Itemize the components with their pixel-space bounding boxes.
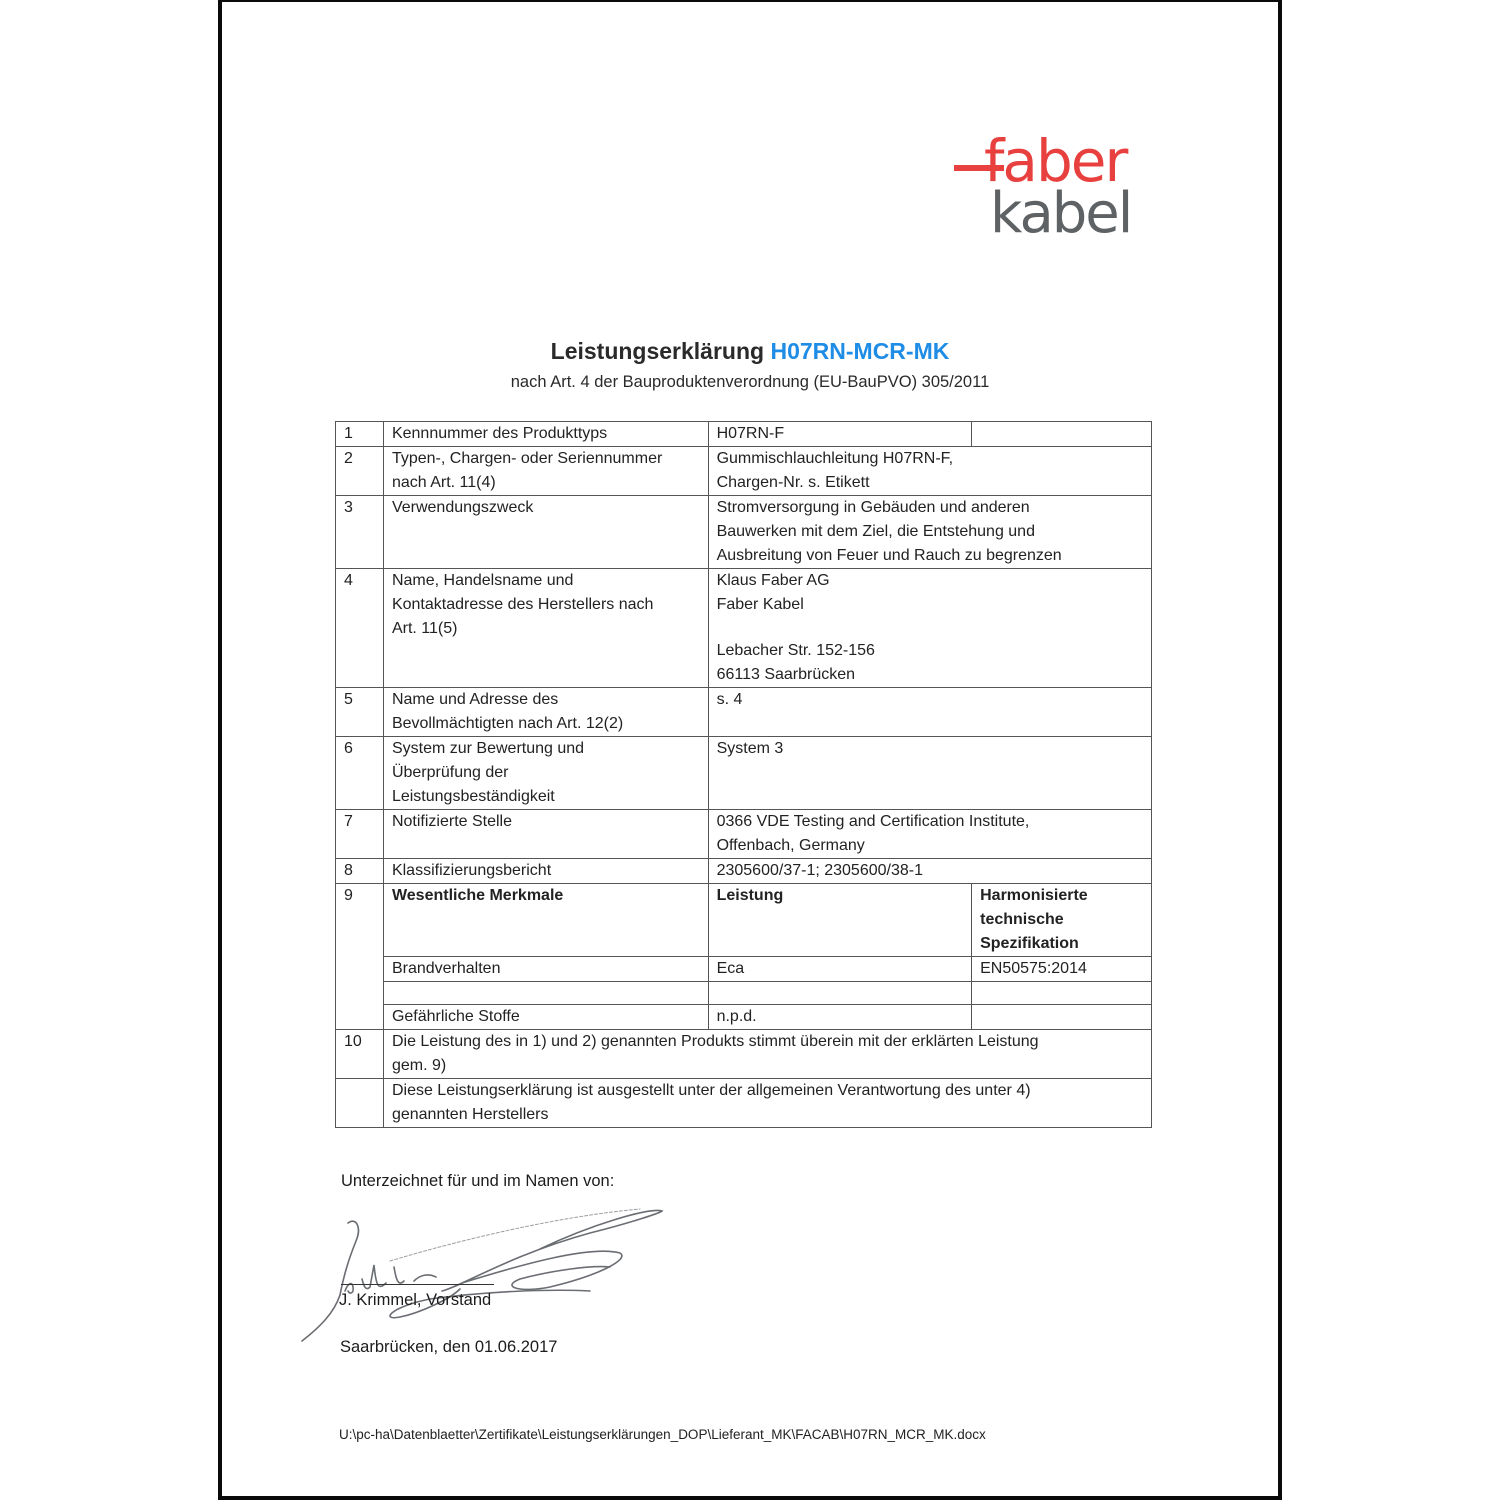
- table-row-characteristic: [336, 957, 1152, 982]
- row-number: 10: [336, 1030, 384, 1079]
- value-line: Stromversorgung in Gebäuden und anderen: [716, 499, 1030, 516]
- row-number: 8: [336, 859, 384, 884]
- value-line: Offenbach, Germany: [716, 837, 865, 854]
- row-statement: [383, 1079, 1151, 1128]
- row-label: Notifizierte Stelle: [383, 810, 708, 859]
- value-line: 0366 VDE Testing and Certification Institute,: [716, 813, 1030, 830]
- row-label: [383, 688, 708, 737]
- value-line: Faber Kabel: [716, 596, 804, 613]
- leistung-cell: [708, 982, 972, 1005]
- label-line: Überprüfung der: [391, 764, 509, 781]
- table-row: [336, 1030, 1152, 1079]
- signature-line: [341, 1284, 494, 1285]
- header-line: Spezifikation: [980, 935, 1079, 952]
- label-line: Name, Handelsname und: [391, 572, 574, 589]
- row-number: 1: [336, 422, 384, 447]
- value-line: Klaus Faber AG: [716, 572, 830, 589]
- value-line: 66113 Saarbrücken: [716, 666, 856, 683]
- label-line: Typen-, Chargen- oder Seriennummer: [391, 450, 663, 467]
- value-line: Gummischlauchleitung H07RN-F,: [716, 450, 954, 467]
- header-leistung: Leistung: [708, 884, 972, 957]
- row-value: [708, 810, 1151, 859]
- row-value: [708, 447, 1151, 496]
- label-line: Kontaktadresse des Herstellers nach: [391, 596, 654, 613]
- row-value: H07RN-F: [708, 422, 972, 447]
- row-number: 6: [336, 737, 384, 810]
- statement-line: gem. 9): [391, 1057, 447, 1074]
- faber-kabel-logo: [952, 127, 1162, 250]
- row-number: 7: [336, 810, 384, 859]
- document-title: [0, 338, 1500, 365]
- document-subtitle: nach Art. 4 der Bauproduktenverordnung (EU-BauPVO) 305/2011: [510, 373, 990, 391]
- table-row-characteristics-header: [336, 884, 1152, 957]
- logo-kabel-text: kabel: [990, 181, 1132, 246]
- label-line: Leistungsbeständigkeit: [391, 788, 555, 805]
- document-file-path: U:\pc-ha\Datenblaetter\Zertifikate\Leistungserklärungen_DOP\Lieferant_MK\FACAB\H07RN_MCR_MK.docx: [339, 1427, 986, 1442]
- label-line: Name und Adresse des: [391, 691, 559, 708]
- table-row: [336, 569, 1152, 688]
- row-label: Verwendungszweck: [383, 496, 708, 569]
- header-merkmale: Wesentliche Merkmale: [383, 884, 708, 957]
- value-line: Lebacher Str. 152-156: [716, 642, 875, 659]
- row-label: [383, 569, 708, 688]
- place-and-date: Saarbrücken, den 01.06.2017: [340, 1338, 558, 1356]
- row-label: [383, 447, 708, 496]
- statement-line: genannten Herstellers: [391, 1106, 549, 1123]
- row-number: 9: [336, 884, 384, 1030]
- leistung-cell: n.p.d.: [708, 1005, 972, 1030]
- logo-faber-text: faber: [984, 127, 1127, 195]
- row-number: [336, 1079, 384, 1128]
- table-row: [336, 496, 1152, 569]
- row-value: System 3: [708, 737, 1151, 810]
- header-spezifikation: [972, 884, 1152, 957]
- row-value: s. 4: [708, 688, 1151, 737]
- label-line: nach Art. 11(4): [391, 474, 496, 491]
- merkmal-cell: [383, 982, 708, 1005]
- header-line: Harmonisierte: [980, 887, 1088, 904]
- merkmal-cell: Gefährliche Stoffe: [383, 1005, 708, 1030]
- row-statement: [383, 1030, 1151, 1079]
- row-number: 2: [336, 447, 384, 496]
- row-extra: [972, 422, 1152, 447]
- value-line: Chargen-Nr. s. Etikett: [716, 474, 870, 491]
- table-row: [336, 422, 1152, 447]
- row-label: Klassifizierungsbericht: [383, 859, 708, 884]
- value-line: Bauwerken mit dem Ziel, die Entstehung und: [716, 523, 1035, 540]
- value-line: Ausbreitung von Feuer und Rauch zu begrenzen: [716, 547, 1062, 564]
- label-line: System zur Bewertung und: [391, 740, 585, 757]
- signed-for-label: Unterzeichnet für und im Namen von:: [341, 1172, 615, 1190]
- table-row: [336, 810, 1152, 859]
- row-number: 4: [336, 569, 384, 688]
- statement-line: Diese Leistungserklärung ist ausgestellt unter der allgemeinen Verantwortung des unter 4): [391, 1082, 1031, 1099]
- label-line: Art. 11(5): [391, 620, 458, 637]
- table-row: [336, 737, 1152, 810]
- table-row: [336, 1079, 1152, 1128]
- spec-cell: EN50575:2014: [972, 957, 1152, 982]
- label-line: Bevollmächtigten nach Art. 12(2): [391, 715, 624, 732]
- signer-name: J. Krimmel, Vorstand: [339, 1291, 492, 1309]
- table-row: [336, 447, 1152, 496]
- table-row: [336, 688, 1152, 737]
- row-value: [708, 496, 1151, 569]
- merkmal-cell: Brandverhalten: [383, 957, 708, 982]
- leistung-cell: Eca: [708, 957, 972, 982]
- table-row-characteristic: [336, 982, 1152, 1005]
- spec-cell: [972, 982, 1152, 1005]
- statement-line: Die Leistung des in 1) und 2) genannten Produkts stimmt überein mit der erklärten Leistung: [391, 1033, 1039, 1050]
- declaration-table: [335, 421, 1152, 1128]
- row-number: 3: [336, 496, 384, 569]
- row-number: 5: [336, 688, 384, 737]
- table-row: [336, 859, 1152, 884]
- row-value: 2305600/37-1; 2305600/38-1: [708, 859, 1151, 884]
- row-label: [383, 737, 708, 810]
- handwritten-signature-icon: [290, 1195, 670, 1355]
- row-value: [708, 569, 1151, 688]
- table-row-characteristic: [336, 1005, 1152, 1030]
- row-label: Kennnummer des Produkttyps: [383, 422, 708, 447]
- product-code: H07RN-MCR-MK: [770, 338, 950, 364]
- title-prefix: Leistungserklärung: [550, 338, 771, 364]
- value-blank-line: [717, 617, 1143, 639]
- header-line: technische: [980, 911, 1064, 928]
- spec-cell: [972, 1005, 1152, 1030]
